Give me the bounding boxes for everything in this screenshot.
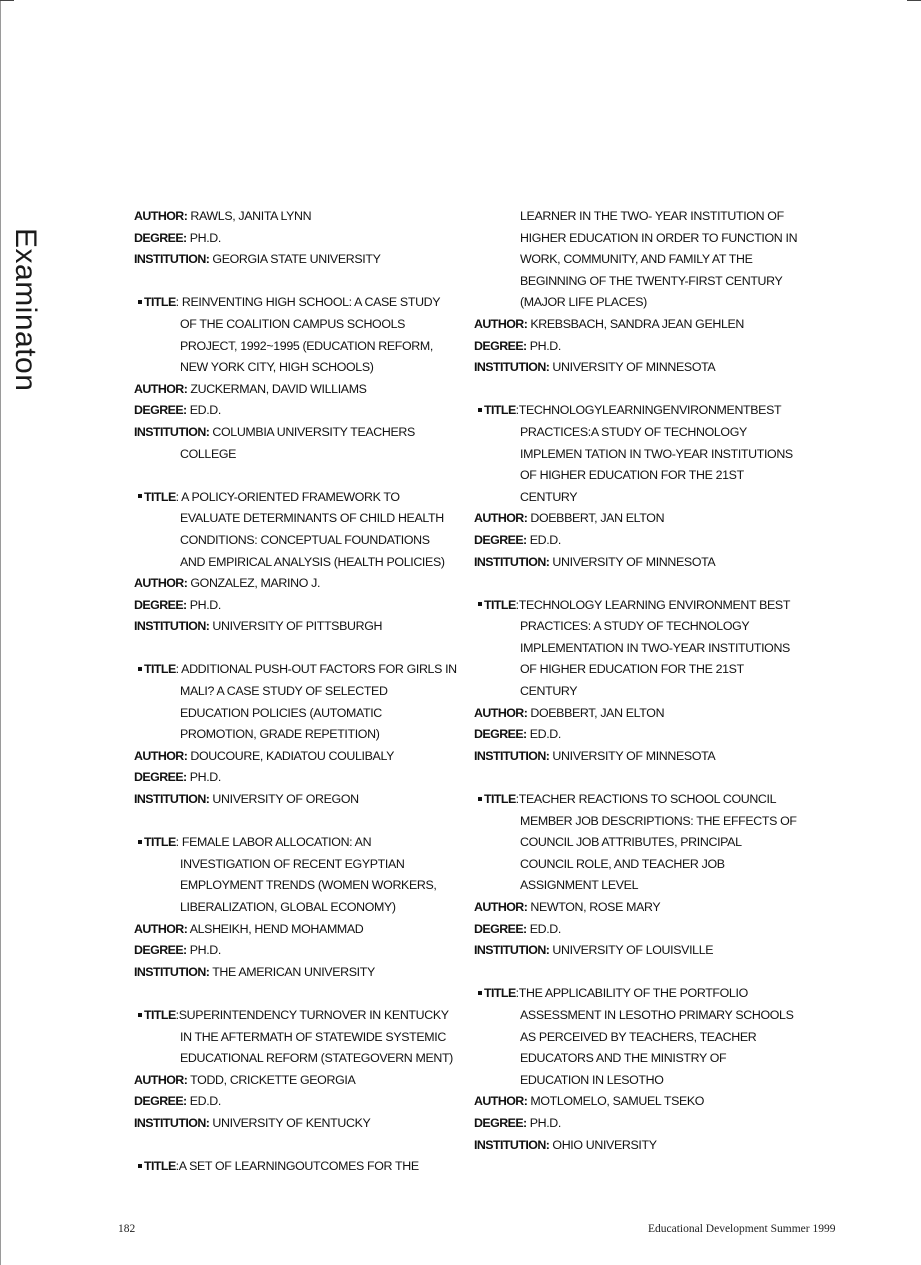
degree-line-label: DEGREE: (474, 727, 527, 742)
entry-title-line: CENTURY (520, 489, 578, 504)
degree-line (134, 940, 474, 962)
crop-mark-left (0, 0, 14, 1)
dissertation-entry (134, 1005, 474, 1135)
author-line (134, 379, 474, 401)
entry-title-line: COUNCIL JOB ATTRIBUTES, PRINCIPAL (520, 835, 742, 850)
degree-line-label: DEGREE: (134, 1094, 187, 1109)
bullet-square-icon (478, 797, 482, 801)
title-label: TITLE (144, 489, 176, 504)
entry-title-line (474, 983, 804, 1005)
degree-line-label: DEGREE: (134, 230, 187, 245)
institution-line (134, 1113, 474, 1135)
title-label: TITLE (144, 295, 176, 310)
entry-title-line: OF HIGHER EDUCATION FOR THE 21ST (520, 662, 744, 677)
title-text: : REINVENTING HIGH SCHOOL: A CASE STUDY (175, 295, 441, 310)
dissertation-entry (474, 400, 804, 573)
entry-title-line: AND EMPIRICAL ANALYSIS (HEALTH POLICIES) (180, 554, 445, 569)
institution-line-label: INSTITUTION: (474, 1137, 550, 1152)
institution-line (474, 940, 804, 962)
institution-line-label: INSTITUTION: (134, 424, 210, 439)
entry-title-line: PROJECT, 1992~1995 (EDUCATION REFORM, (180, 338, 433, 353)
author-line (134, 206, 474, 228)
title-text: :TECHNOLOGYLEARNINGENVIRONMENTBEST (515, 403, 782, 418)
institution-line (134, 616, 474, 638)
author-line (474, 703, 804, 725)
bullet-square-icon (478, 991, 482, 995)
degree-line-label: DEGREE: (474, 1115, 527, 1130)
bullet-square-icon (138, 1164, 142, 1168)
institution-line-value: THE AMERICAN UNIVERSITY (212, 964, 375, 979)
degree-line (134, 400, 474, 422)
continued-title-line: (MAJOR LIFE PLACES) (520, 295, 647, 310)
degree-line-value: ED.D. (529, 727, 561, 742)
entry-title-line (134, 832, 474, 854)
title-label: TITLE (484, 986, 516, 1001)
title-text: : A POLICY-ORIENTED FRAMEWORK TO (175, 489, 400, 504)
dissertation-entry (474, 789, 804, 962)
author-line-label: AUTHOR: (134, 381, 188, 396)
institution-line-label: INSTITUTION: (474, 943, 550, 958)
institution-line-label: INSTITUTION: (134, 964, 210, 979)
author-line-value: ALSHEIKH, HEND MOHAMMAD (189, 921, 364, 936)
degree-line-value: ED.D. (189, 1094, 221, 1109)
author-line-value: TODD, CRICKETTE GEORGIA (190, 1072, 356, 1087)
dissertation-entry (134, 206, 474, 271)
author-line-value: MOTLOMELO, SAMUEL TSEKO (530, 1094, 705, 1109)
entry-title-line: MALI? A CASE STUDY OF SELECTED (180, 684, 388, 699)
degree-line-value: PH.D. (189, 230, 221, 245)
author-line-label: AUTHOR: (134, 1072, 188, 1087)
dissertation-entry (474, 983, 804, 1156)
bullet-square-icon (138, 840, 142, 844)
institution-line (134, 422, 474, 444)
running-title: Educational Development Summer 1999 (648, 1223, 836, 1235)
entry-title-line (474, 595, 804, 617)
dissertation-entry (134, 659, 474, 810)
degree-line-value: ED.D. (529, 921, 561, 936)
entry-title-line (474, 789, 804, 811)
degree-line (474, 336, 804, 358)
title-label: TITLE (484, 597, 516, 612)
institution-line (134, 789, 474, 811)
institution-line-label: INSTITUTION: (134, 252, 210, 267)
institution-line-value: OHIO UNIVERSITY (552, 1137, 657, 1152)
title-label: TITLE (144, 835, 176, 850)
entry-title-line: LIBERALIZATION, GLOBAL ECONOMY) (180, 900, 396, 914)
degree-line-label: DEGREE: (474, 532, 527, 547)
title-text: : FEMALE LABOR ALLOCATION: AN (175, 835, 372, 850)
author-line (134, 573, 474, 595)
institution-line (474, 357, 804, 379)
left-column (134, 206, 474, 1178)
institution-line-value: UNIVERSITY OF KENTUCKY (212, 1115, 371, 1130)
bullet-square-icon (138, 300, 142, 304)
title-label: TITLE (144, 662, 176, 677)
entry-title-line: EMPLOYMENT TRENDS (WOMEN WORKERS, (180, 878, 437, 893)
entry-title-line: INVESTIGATION OF RECENT EGYPTIAN (180, 856, 405, 871)
continued-title-line: BEGINNING OF THE TWENTY-FIRST CENTURY (520, 273, 783, 288)
institution-line-value: UNIVERSITY OF PITTSBURGH (212, 619, 383, 634)
continued-title-line: LEARNER IN THE TWO- YEAR INSTITUTION OF (520, 209, 784, 223)
author-line (134, 1070, 474, 1092)
title-label: TITLE (144, 1007, 176, 1022)
author-line-label: AUTHOR: (474, 1094, 528, 1109)
title-text: :A SET OF LEARNINGOUTCOMES FOR THE (175, 1159, 419, 1174)
entry-title-line: EDUCATORS AND THE MINISTRY OF (520, 1051, 727, 1066)
degree-line-label: DEGREE: (134, 770, 187, 785)
institution-line-label: INSTITUTION: (134, 792, 210, 807)
author-line-label: AUTHOR: (134, 921, 188, 936)
author-line (474, 897, 804, 919)
entry-title-line: EDUCATIONAL REFORM (STATEGOVERN MENT) (180, 1051, 453, 1066)
page-edge-rule (0, 0, 1, 1265)
bullet-square-icon (478, 602, 482, 606)
right-column (474, 206, 804, 1178)
institution-line-label: INSTITUTION: (134, 619, 210, 634)
institution-line-value: UNIVERSITY OF LOUISVILLE (552, 943, 714, 958)
degree-line (474, 530, 804, 552)
degree-line-label: DEGREE: (134, 403, 187, 418)
entry-title-line: OF HIGHER EDUCATION FOR THE 21ST (520, 468, 744, 483)
degree-line-value: ED.D. (189, 403, 221, 418)
degree-line (134, 1091, 474, 1113)
degree-line (474, 919, 804, 941)
entry-title-line (134, 659, 474, 681)
entry-title-line: CONDITIONS: CONCEPTUAL FOUNDATIONS (180, 532, 430, 547)
entry-title-line: IMPLEMEN TATION IN TWO-YEAR INSTITUTIONS (520, 446, 793, 461)
degree-line-value: PH.D. (529, 338, 561, 353)
bullet-square-icon (478, 408, 482, 412)
degree-line-label: DEGREE: (134, 943, 187, 958)
institution-line (134, 962, 474, 984)
side-section-label: Examinaton (9, 228, 42, 392)
institution-line-value: UNIVERSITY OF MINNESOTA (552, 748, 716, 763)
author-line-value: DOEBBERT, JAN ELTON (530, 511, 665, 526)
institution-line-label: INSTITUTION: (474, 554, 550, 569)
crop-mark-right (907, 0, 921, 1)
entry-title-line: IN THE AFTERMATH OF STATEWIDE SYSTEMIC (180, 1029, 446, 1044)
degree-line-value: PH.D. (529, 1115, 561, 1130)
entry-title-line: EDUCATION IN LESOTHO (520, 1072, 664, 1087)
author-line-value: KREBSBACH, SANDRA JEAN GEHLEN (530, 316, 745, 331)
author-line-label: AUTHOR: (474, 511, 528, 526)
continuation-entry (474, 206, 804, 379)
entry-title-line: OF THE COALITION CAMPUS SCHOOLS (180, 316, 406, 331)
degree-line-label: DEGREE: (134, 597, 187, 612)
degree-line (134, 767, 474, 789)
author-line-label: AUTHOR: (134, 209, 188, 223)
institution-line (474, 1135, 804, 1157)
title-label: TITLE (484, 792, 516, 807)
trailing-title-line (134, 1156, 474, 1178)
institution-line-value: UNIVERSITY OF MINNESOTA (552, 554, 716, 569)
author-line-label: AUTHOR: (474, 900, 528, 914)
degree-line-value: PH.D. (189, 943, 221, 958)
title-text: :SUPERINTENDENCY TURNOVER IN KENTUCKY (175, 1007, 449, 1022)
page-number: 182 (118, 1223, 136, 1235)
degree-line-value: PH.D. (189, 770, 221, 785)
author-line-value: DOEBBERT, JAN ELTON (530, 705, 665, 720)
entry-title-line: CENTURY (520, 684, 578, 699)
institution-line-value: UNIVERSITY OF MINNESOTA (552, 360, 716, 375)
author-line (474, 314, 804, 336)
author-line (134, 919, 474, 941)
entry-title-line: PROMOTION, GRADE REPETITION) (180, 727, 380, 742)
author-line (474, 1091, 804, 1113)
author-line-label: AUTHOR: (134, 748, 188, 763)
entry-title-line (134, 292, 474, 314)
degree-line (474, 724, 804, 746)
dissertation-entry (134, 292, 474, 465)
title-text: :TEACHER REACTIONS TO SCHOOL COUNCIL (515, 792, 777, 807)
author-line-value: RAWLS, JANITA LYNN (190, 209, 312, 223)
title-label: TITLE (484, 403, 516, 418)
title-text: :THE APPLICABILITY OF THE PORTFOLIO (515, 986, 748, 1001)
entry-title-line (134, 1005, 474, 1027)
entry-title-line (474, 400, 804, 422)
title-text: :TECHNOLOGY LEARNING ENVIRONMENT BEST (515, 597, 791, 612)
institution-line-value: UNIVERSITY OF OREGON (212, 792, 359, 807)
entry-title-line: EDUCATION POLICIES (AUTOMATIC (180, 705, 382, 720)
institution-line (474, 552, 804, 574)
entry-title-line: AS PERCEIVED BY TEACHERS, TEACHER (520, 1029, 757, 1044)
author-line-label: AUTHOR: (474, 316, 528, 331)
institution-line-value: GEORGIA STATE UNIVERSITY (212, 252, 381, 267)
bullet-square-icon (138, 667, 142, 671)
author-line-value: DOUCOURE, KADIATOU COULIBALY (190, 748, 395, 763)
author-line-label: AUTHOR: (134, 576, 188, 591)
entry-title-line: NEW YORK CITY, HIGH SCHOOLS) (180, 360, 374, 375)
institution-line-label: INSTITUTION: (134, 1115, 210, 1130)
dissertation-entry (134, 832, 474, 983)
entry-title-line: MEMBER JOB DESCRIPTIONS: THE EFFECTS OF (520, 813, 797, 828)
degree-line-value: ED.D. (529, 532, 561, 547)
degree-line (474, 1113, 804, 1135)
institution-line-label: INSTITUTION: (474, 748, 550, 763)
bullet-square-icon (138, 494, 142, 498)
entry-title-line: PRACTICES: A STUDY OF TECHNOLOGY (520, 619, 750, 634)
institution-line-label: INSTITUTION: (474, 360, 550, 375)
author-line-label: AUTHOR: (474, 705, 528, 720)
entry-title-line: EVALUATE DETERMINANTS OF CHILD HEALTH (180, 511, 444, 526)
degree-line-label: DEGREE: (474, 338, 527, 353)
author-line (474, 508, 804, 530)
degree-line (134, 228, 474, 250)
author-line (134, 746, 474, 768)
continued-title-line: HIGHER EDUCATION IN ORDER TO FUNCTION IN (520, 230, 798, 245)
degree-line-value: PH.D. (189, 597, 221, 612)
dissertation-entry (134, 487, 474, 638)
title-label: TITLE (144, 1159, 176, 1174)
institution-line-continued: COLLEGE (180, 446, 237, 461)
entry-title-line: PRACTICES:A STUDY OF TECHNOLOGY (520, 424, 747, 439)
entry-title-line: IMPLEMENTATION IN TWO-YEAR INSTITUTIONS (520, 640, 790, 655)
author-line-value: GONZALEZ, MARINO J. (190, 576, 321, 591)
institution-line (134, 249, 474, 271)
dissertation-entry (474, 595, 804, 768)
institution-line-value: COLUMBIA UNIVERSITY TEACHERS (212, 424, 415, 439)
degree-line-label: DEGREE: (474, 921, 527, 936)
entry-title-line: ASSIGNMENT LEVEL (520, 878, 639, 893)
title-text: : ADDITIONAL PUSH-OUT FACTORS FOR GIRLS IN (175, 662, 457, 677)
degree-line (134, 595, 474, 617)
entry-title-line (134, 487, 474, 509)
author-line-value: NEWTON, ROSE MARY (530, 900, 661, 914)
entry-title-line: ASSESSMENT IN LESOTHO PRIMARY SCHOOLS (520, 1007, 794, 1022)
bullet-square-icon (138, 1013, 142, 1017)
institution-line (474, 746, 804, 768)
entry-title-line: COUNCIL ROLE, AND TEACHER JOB (520, 856, 725, 871)
author-line-value: ZUCKERMAN, DAVID WILLIAMS (190, 381, 367, 396)
continued-title-line: WORK, COMMUNITY, AND FAMILY AT THE (520, 252, 753, 267)
